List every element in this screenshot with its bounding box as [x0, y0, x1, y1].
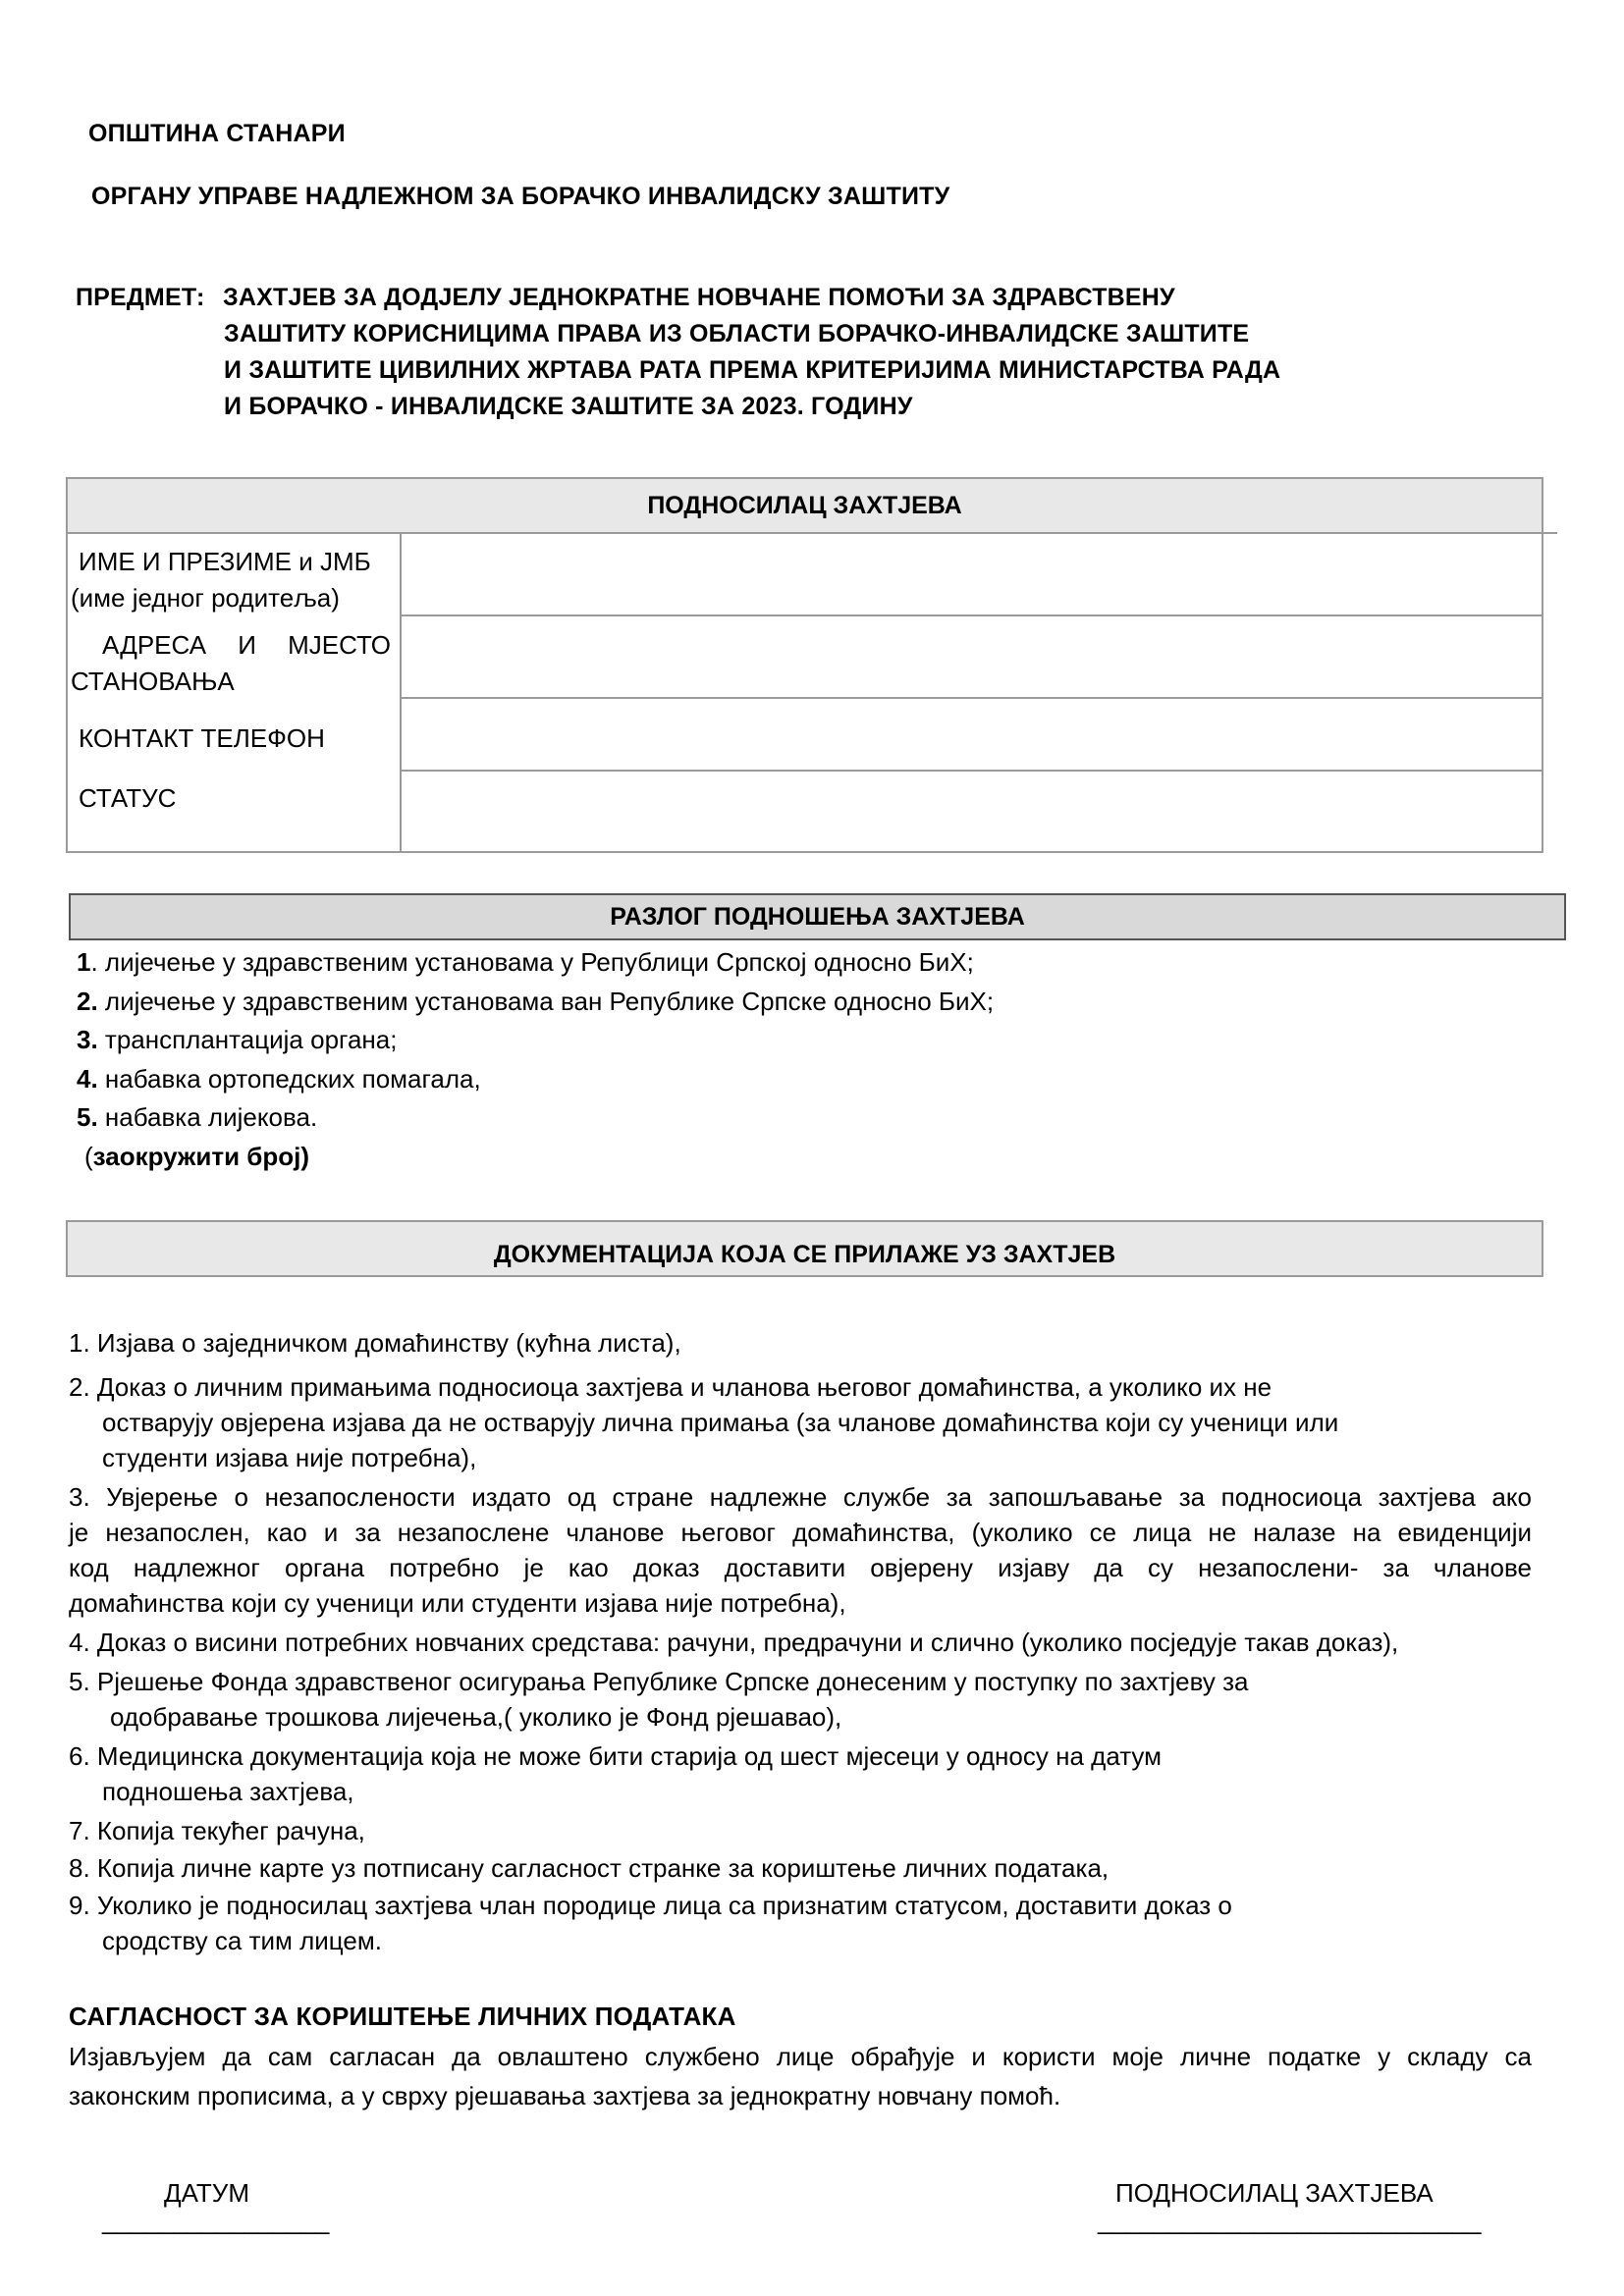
subject-line: И БОРАЧКО - ИНВАЛИДСКЕ ЗАШТИТЕ ЗА 2023. ГОДИНУ [224, 393, 913, 420]
date-label: ДАТУМ [164, 2178, 249, 2208]
reason-num: 5. [77, 1102, 98, 1132]
table-border-tick [1543, 532, 1557, 534]
documents-title [66, 1220, 1543, 1277]
doc-item-7: 7. Копија текућег рачуна, [69, 1816, 365, 1845]
subject-line: И ЗАШТИТЕ ЦИВИЛНИХ ЖРТАВА РАТА ПРЕМА КРИТЕРИЈИМА МИНИСТАРСТВА РАДА [224, 356, 1281, 384]
reason-text: лијечење у здравственим установама ван Републике Српске односно БиХ; [97, 986, 995, 1016]
doc-item-5-cont: одобравање трошкова лијечења,( уколико је Фонд рјешавао), [110, 1702, 842, 1732]
applicant-signature-label: ПОДНОСИЛАЦ ЗАХТЈЕВА [1115, 2178, 1434, 2208]
doc-item-3: 3. Увјерење о незапослености издато од стране надлежне службе за запошљавање за подносиоца захтјева ако [69, 1482, 1532, 1512]
reason-text: набавка лијекова. [97, 1102, 318, 1132]
reason-list [77, 943, 994, 1176]
doc-item-9: 9. Уколико је подносилац захтјева члан породице лица са признатим статусом, доставити доказ о [69, 1891, 1232, 1920]
row-label-name-sub: (име једног родитеља) [71, 583, 340, 613]
consent-title: САГЛАСНОСТ ЗА КОРИШТЕЊЕ ЛИЧНИХ ПОДАТАКА [69, 2002, 736, 2031]
consent-line: законским прописима, а у сврху рјешавања захтјева за једнократну новчану помоћ. [69, 2081, 1061, 2110]
doc-item-3-cont: домаћинства који су ученици или студенти изјава није потребна), [69, 1588, 846, 1618]
reason-note-paren: ( [84, 1141, 93, 1171]
doc-item-3-cont: је незапослен, као и за незапослене чланове његовог домаћинства, (уколико се лица не налазе на евиденцији [69, 1518, 1532, 1547]
consent-line: Изјављујем да сам сагласан да овлаштено службено лице обрађује и користи моје личне податке у складу са [69, 2042, 1532, 2071]
doc-item-2-cont: студенти изјава није потребна), [102, 1443, 477, 1472]
authority-heading: ОРГАНУ УПРАВЕ НАДЛЕЖНОМ ЗА БОРАЧКО ИНВАЛИДСКУ ЗАШТИТУ [91, 183, 950, 210]
reason-note-text: заокружити број) [92, 1141, 309, 1171]
row-label-name: ИМЕ И ПРЕЗИМЕ и ЈМБ [79, 547, 371, 576]
row-label-phone: КОНТАКТ ТЕЛЕФОН [79, 723, 325, 753]
reason-title-text: РАЗЛОГ ПОДНОШЕЊА ЗАХТЈЕВА [610, 902, 1025, 931]
status-field[interactable] [402, 772, 1542, 851]
reason-item-1[interactable] [77, 943, 994, 983]
subject-line: ЗАШТИТУ КОРИСНИЦИМА ПРАВА ИЗ ОБЛАСТИ БОРАЧКО-ИНВАЛИДСКЕ ЗАШТИТЕ [224, 320, 1250, 347]
doc-item-6: 6. Медицинска документација која не може бити старија од шест мјесеци у односу на датум [69, 1741, 1162, 1771]
reason-text: трансплантација органа; [97, 1025, 398, 1054]
doc-item-4: 4. Доказ о висини потребних новчаних средстава: рачуни, предрачуни и слично (уколико посједује такав доказ), [69, 1628, 1399, 1657]
applicant-table-title [66, 477, 1543, 534]
reason-num: 4. [77, 1063, 98, 1094]
reason-num: 1 [77, 947, 91, 977]
documents-title-text: ДОКУМЕНТАЦИЈА КОЈА СЕ ПРИЛАЖЕ УЗ ЗАХТЈЕВ [493, 1241, 1116, 1268]
date-signature-line[interactable]: ________________ [102, 2206, 330, 2235]
reason-title [69, 893, 1566, 940]
row-label-address-sub: СТАНОВАЊА [71, 667, 235, 696]
address-field[interactable] [402, 616, 1542, 697]
reason-item-5[interactable] [77, 1098, 994, 1138]
doc-item-1: 1. Изјава о заједничком домаћинству (кућна листа), [69, 1328, 681, 1358]
reason-num: 2. [77, 986, 98, 1016]
name-field[interactable] [402, 536, 1542, 614]
reason-text: . лијечење у здравственим установама у Републици Српској односно БиХ; [90, 947, 974, 977]
reason-text: набавка ортопедских помагала, [97, 1063, 481, 1094]
doc-item-3-cont: код надлежног органа потребно је као доказ доставити овјерену изјаву да су незапослени- за чланове [69, 1553, 1532, 1582]
municipality-heading: ОПШТИНА СТАНАРИ [88, 120, 346, 147]
reason-item-3[interactable] [77, 1021, 994, 1060]
applicant-table-title-text: ПОДНОСИЛАЦ ЗАХТЈЕВА [647, 491, 962, 519]
phone-field[interactable] [402, 699, 1542, 770]
subject-line: ЗАХТЈЕВ ЗА ДОДЈЕЛУ ЈЕДНОКРАТНЕ НОВЧАНЕ ПОМОЋИ ЗА ЗДРАВСТВЕНУ [223, 284, 1175, 311]
row-label-address: АДРЕСА И МЈЕСТО [102, 630, 391, 660]
reason-note [77, 1138, 994, 1177]
reason-item-2[interactable] [77, 983, 994, 1022]
row-label-status: СТАТУС [79, 783, 177, 813]
doc-item-2-cont: остварују овјерена изјава да не остварују лична примања (за чланове домаћинства који су ученици или [102, 1408, 1339, 1437]
doc-item-6-cont: подношења захтјева, [102, 1777, 354, 1806]
doc-item-5: 5. Рјешење Фонда здравственог осигурања Републике Српске донесеним у поступку по захтјеву за [69, 1667, 1249, 1696]
doc-item-2: 2. Доказ о личним примањима подносиоца захтјева и чланова његовог домаћинства, а уколико их не [69, 1372, 1272, 1402]
doc-item-8: 8. Копија личне карте уз потписану сагласност странке за кориштење личних података, [69, 1853, 1110, 1883]
applicant-signature-line[interactable]: ___________________________ [1098, 2206, 1482, 2235]
doc-item-9-cont: сродству са тим лицем. [102, 1926, 382, 1955]
subject-label: ПРЕДМЕТ: [76, 284, 205, 311]
reason-num: 3. [77, 1025, 98, 1054]
reason-item-4[interactable] [77, 1060, 994, 1099]
